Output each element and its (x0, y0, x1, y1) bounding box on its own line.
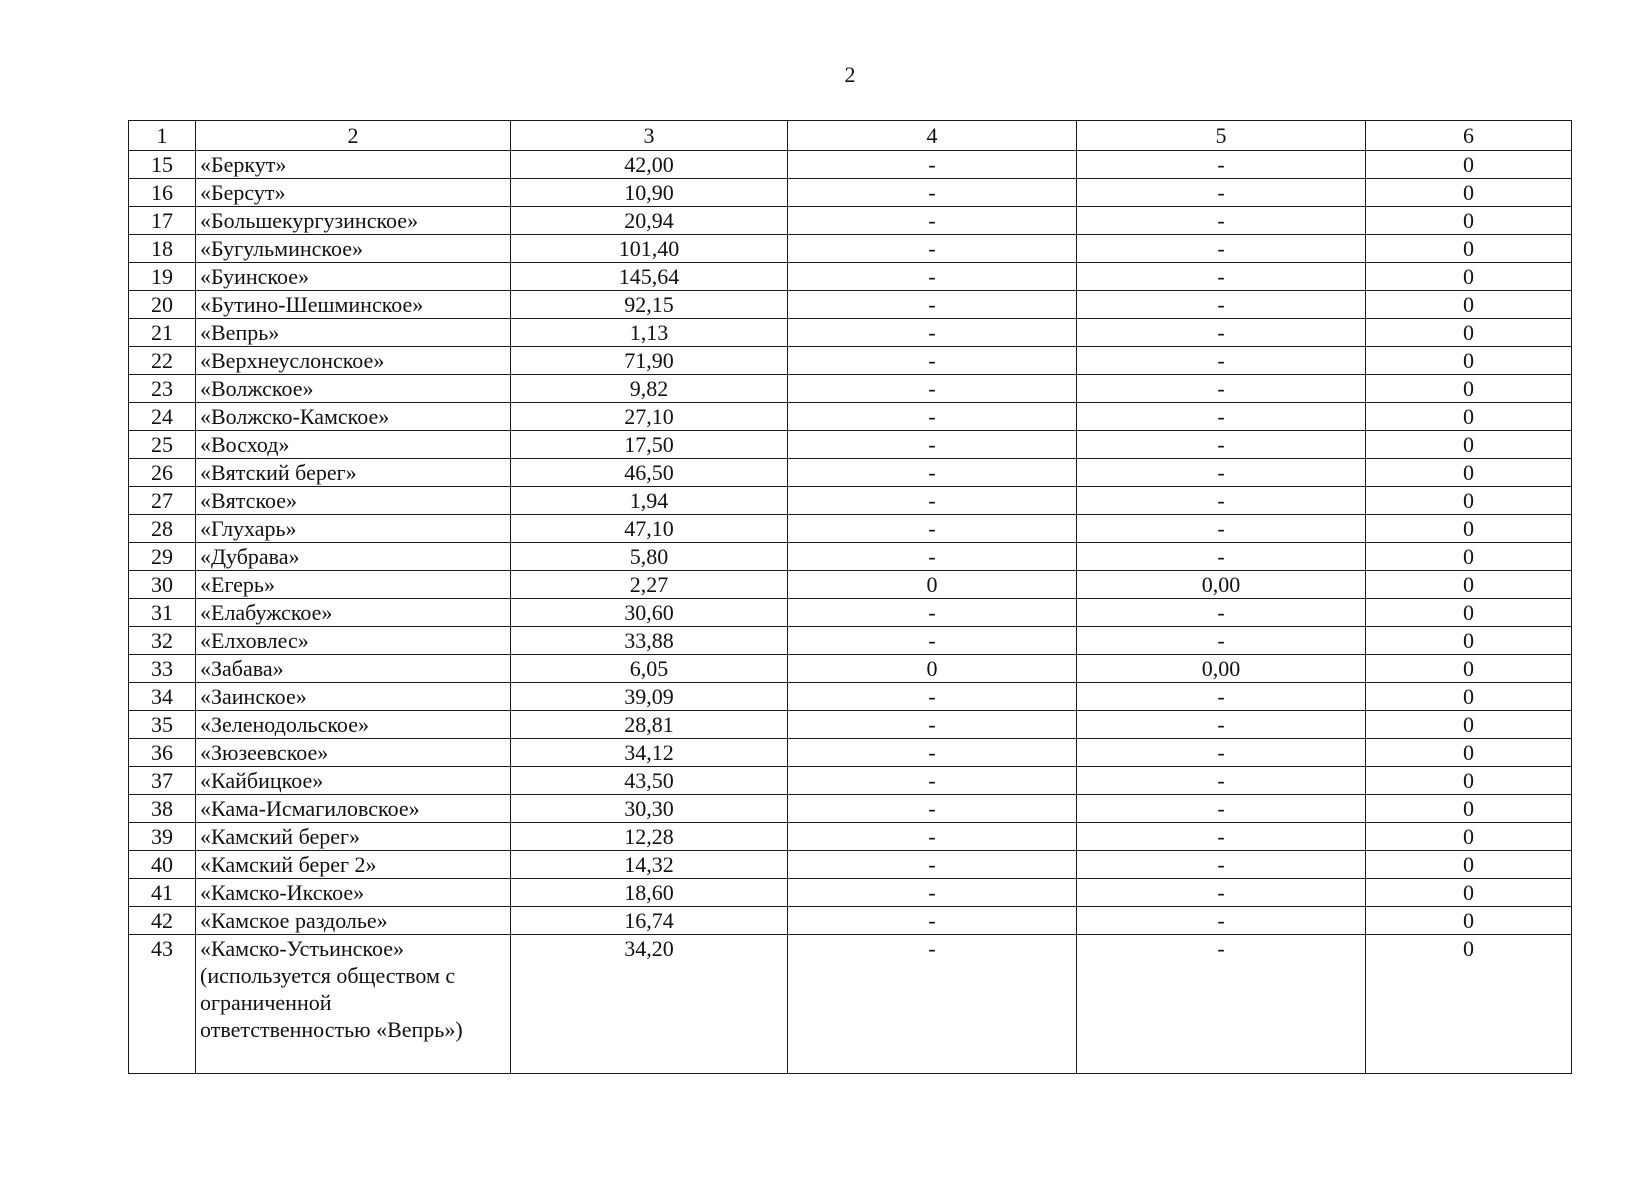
area-value: 20,94 (511, 207, 788, 235)
column-6-value: 0 (1366, 795, 1572, 823)
row-number: 25 (129, 431, 196, 459)
column-6-value: 0 (1366, 207, 1572, 235)
row-number: 41 (129, 879, 196, 907)
row-number: 36 (129, 739, 196, 767)
row-number: 24 (129, 403, 196, 431)
column-4-value: - (788, 151, 1077, 179)
column-6-value: 0 (1366, 403, 1572, 431)
area-value: 1,94 (511, 487, 788, 515)
column-4-value: - (788, 459, 1077, 487)
column-5-value: - (1077, 151, 1366, 179)
row-number: 28 (129, 515, 196, 543)
table-row (129, 543, 1572, 571)
table-row (129, 487, 1572, 515)
column-5-value: - (1077, 879, 1366, 907)
table-row (129, 851, 1572, 879)
column-4-value: - (788, 627, 1077, 655)
row-number: 31 (129, 599, 196, 627)
area-name: «Кайбицкое» (196, 767, 511, 795)
column-6-value: 0 (1366, 291, 1572, 319)
area-name: «Зюзеевское» (196, 739, 511, 767)
column-6-value: 0 (1366, 935, 1572, 1074)
row-number: 32 (129, 627, 196, 655)
area-value: 6,05 (511, 655, 788, 683)
column-4-value: - (788, 263, 1077, 291)
row-number: 37 (129, 767, 196, 795)
area-name: «Забава» (196, 655, 511, 683)
column-4-value: - (788, 347, 1077, 375)
area-value: 30,60 (511, 599, 788, 627)
row-number: 18 (129, 235, 196, 263)
area-name: «Вятский берег» (196, 459, 511, 487)
column-5-value: - (1077, 319, 1366, 347)
column-5-value: - (1077, 683, 1366, 711)
column-4-value: - (788, 543, 1077, 571)
row-number: 35 (129, 711, 196, 739)
area-name: «Буинское» (196, 263, 511, 291)
column-6-value: 0 (1366, 571, 1572, 599)
column-5-value: - (1077, 179, 1366, 207)
column-6-value: 0 (1366, 711, 1572, 739)
column-4-value: - (788, 319, 1077, 347)
table-row (129, 207, 1572, 235)
area-name: «Дубрава» (196, 543, 511, 571)
area-value: 27,10 (511, 403, 788, 431)
column-4-value: - (788, 879, 1077, 907)
column-4-value: - (788, 935, 1077, 1074)
column-6-value: 0 (1366, 515, 1572, 543)
table-row (129, 879, 1572, 907)
column-5-value: - (1077, 431, 1366, 459)
table-row (129, 739, 1572, 767)
area-name: «Глухарь» (196, 515, 511, 543)
area-value: 39,09 (511, 683, 788, 711)
column-5-value: - (1077, 739, 1366, 767)
column-5-value: - (1077, 627, 1366, 655)
area-value: 46,50 (511, 459, 788, 487)
table-row (129, 767, 1572, 795)
area-name: «Восход» (196, 431, 511, 459)
area-name: «Елховлес» (196, 627, 511, 655)
table-row (129, 795, 1572, 823)
area-value: 30,30 (511, 795, 788, 823)
row-number: 20 (129, 291, 196, 319)
column-6-value: 0 (1366, 487, 1572, 515)
column-5-value: - (1077, 515, 1366, 543)
column-4-value: - (788, 711, 1077, 739)
column-5-value: - (1077, 459, 1366, 487)
column-6-value: 0 (1366, 823, 1572, 851)
column-4-value: - (788, 683, 1077, 711)
table-row (129, 291, 1572, 319)
column-6-value: 0 (1366, 151, 1572, 179)
area-name: «Камский берег 2» (196, 851, 511, 879)
row-number: 21 (129, 319, 196, 347)
column-6-value: 0 (1366, 599, 1572, 627)
area-value: 28,81 (511, 711, 788, 739)
column-5-value: - (1077, 375, 1366, 403)
column-5-value: - (1077, 263, 1366, 291)
area-name: «Егерь» (196, 571, 511, 599)
row-number: 22 (129, 347, 196, 375)
table-row (129, 179, 1572, 207)
row-number: 19 (129, 263, 196, 291)
area-name: «Заинское» (196, 683, 511, 711)
table-row (129, 627, 1572, 655)
column-6-value: 0 (1366, 627, 1572, 655)
column-5-value: 0,00 (1077, 571, 1366, 599)
header-cell-1: 1 (129, 121, 196, 151)
column-6-value: 0 (1366, 459, 1572, 487)
area-name: «Волжско-Камское» (196, 403, 511, 431)
row-number: 26 (129, 459, 196, 487)
column-5-value: - (1077, 543, 1366, 571)
area-value: 71,90 (511, 347, 788, 375)
page-number: 2 (844, 62, 856, 87)
area-value: 12,28 (511, 823, 788, 851)
column-6-value: 0 (1366, 851, 1572, 879)
area-name: «Камский берег» (196, 823, 511, 851)
row-number: 43 (129, 935, 196, 1074)
area-name: «Беркут» (196, 151, 511, 179)
area-value: 2,27 (511, 571, 788, 599)
header-cell-6: 6 (1366, 121, 1572, 151)
column-6-value: 0 (1366, 767, 1572, 795)
column-4-value: - (788, 851, 1077, 879)
area-value: 17,50 (511, 431, 788, 459)
column-5-value: - (1077, 207, 1366, 235)
column-6-value: 0 (1366, 347, 1572, 375)
row-number: 15 (129, 151, 196, 179)
area-name: «Елабужское» (196, 599, 511, 627)
table-row (129, 319, 1572, 347)
column-4-value: - (788, 795, 1077, 823)
table-row (129, 431, 1572, 459)
area-name: «Бугульминское» (196, 235, 511, 263)
column-4-value: - (788, 767, 1077, 795)
column-4-value: - (788, 291, 1077, 319)
area-name: «Берсут» (196, 179, 511, 207)
column-5-value: - (1077, 711, 1366, 739)
area-name: «Волжское» (196, 375, 511, 403)
column-4-value: - (788, 823, 1077, 851)
area-value: 34,20 (511, 935, 788, 1074)
column-5-value: - (1077, 823, 1366, 851)
header-row (129, 121, 1572, 151)
table-row (129, 347, 1572, 375)
column-4-value: - (788, 235, 1077, 263)
area-value: 16,74 (511, 907, 788, 935)
area-name: «Зеленодольское» (196, 711, 511, 739)
area-name: «Вятское» (196, 487, 511, 515)
area-name: «Камское раздолье» (196, 907, 511, 935)
column-6-value: 0 (1366, 179, 1572, 207)
row-number: 17 (129, 207, 196, 235)
column-4-value: - (788, 515, 1077, 543)
column-6-value: 0 (1366, 683, 1572, 711)
area-name: «Вепрь» (196, 319, 511, 347)
row-number: 29 (129, 543, 196, 571)
column-4-value: - (788, 739, 1077, 767)
area-value: 5,80 (511, 543, 788, 571)
area-name: «Кама-Исмагиловское» (196, 795, 511, 823)
column-4-value: - (788, 907, 1077, 935)
column-6-value: 0 (1366, 907, 1572, 935)
column-6-value: 0 (1366, 739, 1572, 767)
table-row (129, 459, 1572, 487)
area-value: 145,64 (511, 263, 788, 291)
row-number: 30 (129, 571, 196, 599)
table-row (129, 823, 1572, 851)
column-6-value: 0 (1366, 375, 1572, 403)
area-value: 9,82 (511, 375, 788, 403)
column-5-value: - (1077, 347, 1366, 375)
column-6-value: 0 (1366, 319, 1572, 347)
column-5-value: - (1077, 907, 1366, 935)
row-number: 23 (129, 375, 196, 403)
column-4-value: 0 (788, 571, 1077, 599)
column-4-value: - (788, 487, 1077, 515)
table-row (129, 655, 1572, 683)
column-6-value: 0 (1366, 655, 1572, 683)
area-value: 101,40 (511, 235, 788, 263)
column-4-value: - (788, 375, 1077, 403)
area-name: «Большекургузинское» (196, 207, 511, 235)
column-5-value: - (1077, 935, 1366, 1074)
column-5-value: - (1077, 235, 1366, 263)
data-table (128, 120, 1572, 1074)
area-value: 1,13 (511, 319, 788, 347)
header-cell-5: 5 (1077, 121, 1366, 151)
row-number: 27 (129, 487, 196, 515)
row-number: 39 (129, 823, 196, 851)
column-5-value: - (1077, 487, 1366, 515)
column-6-value: 0 (1366, 431, 1572, 459)
row-number: 33 (129, 655, 196, 683)
column-4-value: - (788, 207, 1077, 235)
column-4-value: - (788, 403, 1077, 431)
column-5-value: - (1077, 851, 1366, 879)
table-row (129, 263, 1572, 291)
table-row (129, 711, 1572, 739)
area-value: 10,90 (511, 179, 788, 207)
area-name: «Бутино-Шешминское» (196, 291, 511, 319)
area-value: 42,00 (511, 151, 788, 179)
header-cell-4: 4 (788, 121, 1077, 151)
row-number: 34 (129, 683, 196, 711)
column-4-value: - (788, 179, 1077, 207)
row-number: 40 (129, 851, 196, 879)
area-value: 14,32 (511, 851, 788, 879)
row-number: 38 (129, 795, 196, 823)
table-row (129, 151, 1572, 179)
table-row (129, 599, 1572, 627)
column-5-value: - (1077, 767, 1366, 795)
area-name: «Верхнеуслонское» (196, 347, 511, 375)
column-5-value: - (1077, 599, 1366, 627)
column-6-value: 0 (1366, 263, 1572, 291)
column-6-value: 0 (1366, 543, 1572, 571)
table-row (129, 935, 1572, 1074)
area-value: 18,60 (511, 879, 788, 907)
header-cell-2: 2 (196, 121, 511, 151)
table-row (129, 515, 1572, 543)
column-5-value: - (1077, 291, 1366, 319)
area-value: 43,50 (511, 767, 788, 795)
table-row (129, 683, 1572, 711)
area-name: «Камско-Устьинское» (используется обществом с ограниченной ответственностью «Вепрь») (196, 935, 511, 1074)
row-number: 42 (129, 907, 196, 935)
area-value: 34,12 (511, 739, 788, 767)
column-6-value: 0 (1366, 235, 1572, 263)
table-row (129, 571, 1572, 599)
table-row (129, 235, 1572, 263)
table-row (129, 375, 1572, 403)
area-value: 92,15 (511, 291, 788, 319)
table-row (129, 403, 1572, 431)
column-4-value: - (788, 431, 1077, 459)
area-name: «Камско-Икское» (196, 879, 511, 907)
column-4-value: 0 (788, 655, 1077, 683)
column-5-value: - (1077, 795, 1366, 823)
column-5-value: - (1077, 403, 1366, 431)
area-value: 47,10 (511, 515, 788, 543)
column-6-value: 0 (1366, 879, 1572, 907)
column-4-value: - (788, 599, 1077, 627)
area-value: 33,88 (511, 627, 788, 655)
column-5-value: 0,00 (1077, 655, 1366, 683)
table-row (129, 907, 1572, 935)
row-number: 16 (129, 179, 196, 207)
header-cell-3: 3 (511, 121, 788, 151)
